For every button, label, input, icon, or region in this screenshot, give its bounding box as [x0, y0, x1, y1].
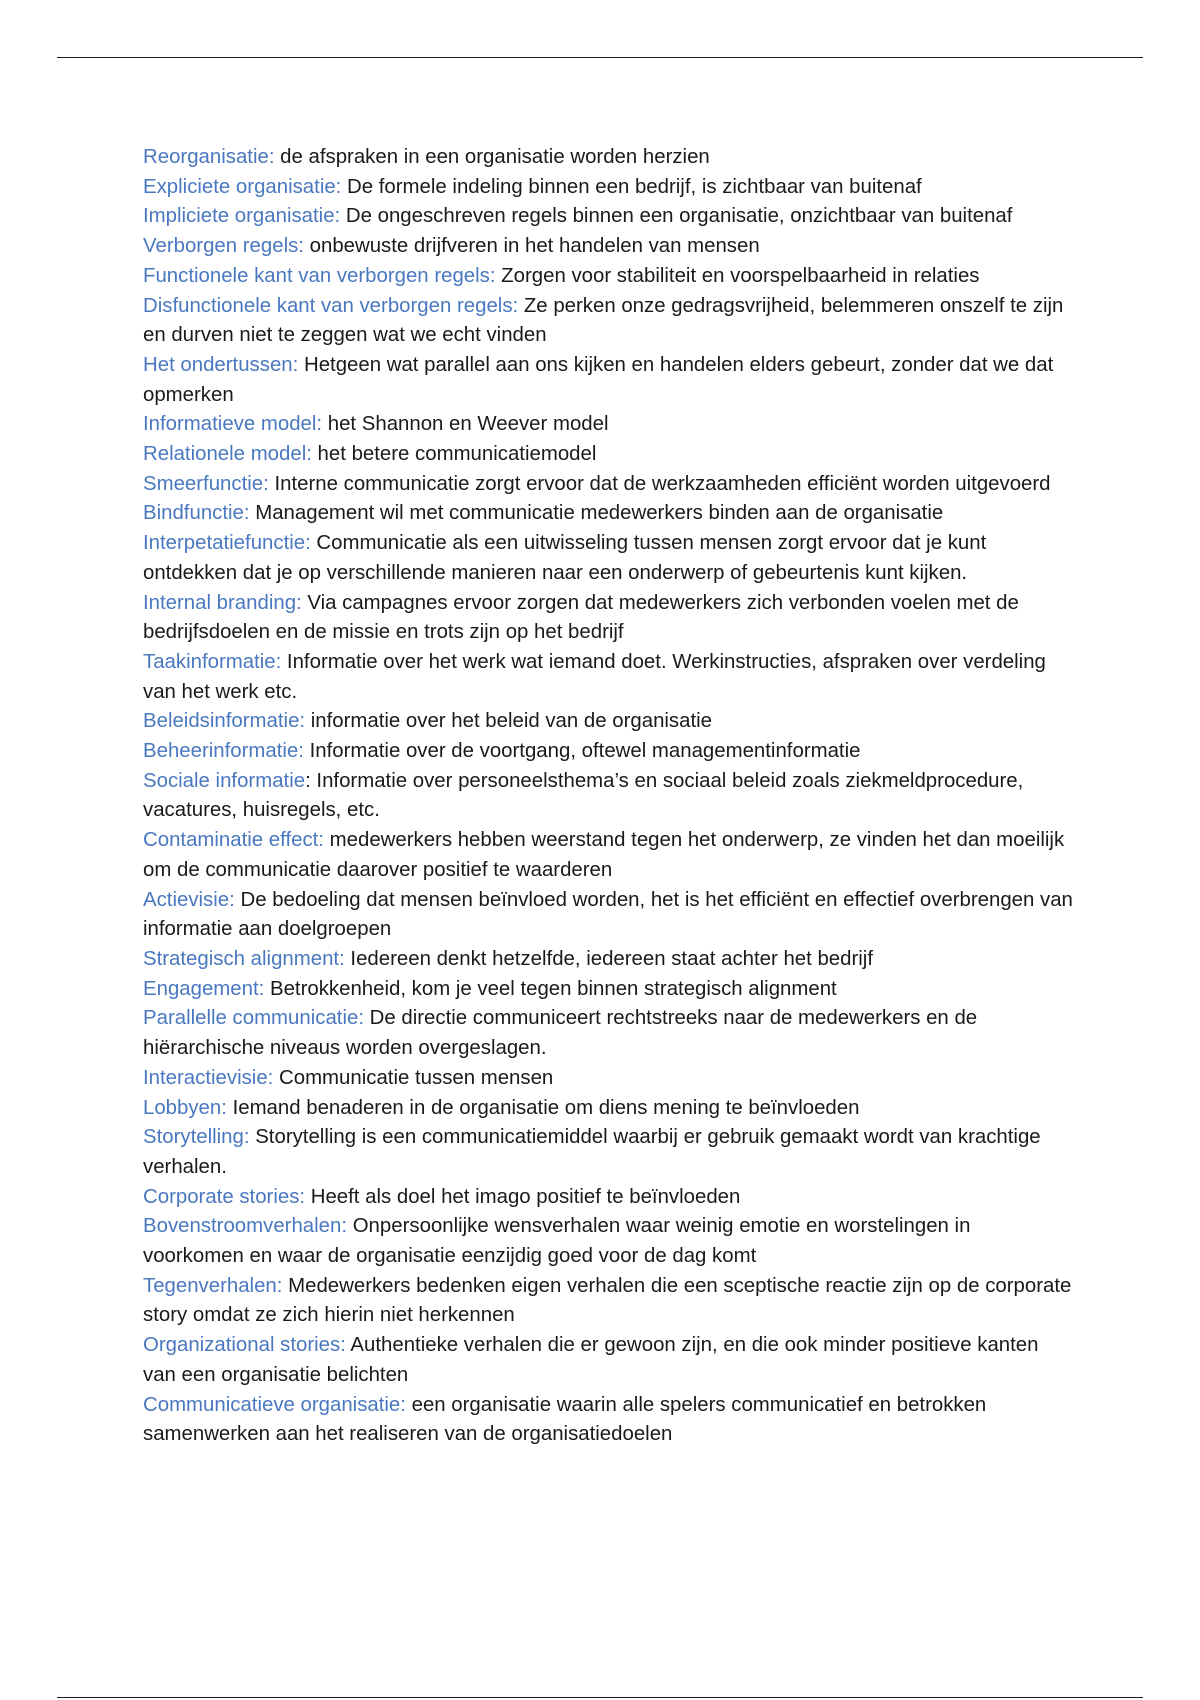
glossary-term: Parallelle communicatie: — [143, 1007, 364, 1030]
glossary-term: Bovenstroomverhalen: — [143, 1215, 348, 1238]
glossary-entry — [143, 292, 1073, 351]
glossary-entry — [143, 1212, 1073, 1271]
glossary-entry — [143, 499, 1073, 529]
glossary-term: Disfunctionele kant van verborgen regels: — [143, 294, 519, 317]
glossary-definition: Iedereen denkt hetzelfde, iedereen staat achter het bedrijf — [344, 947, 873, 970]
glossary-term: Engagement: — [143, 977, 265, 1000]
glossary-entry — [143, 173, 1073, 203]
glossary-term: Sociale informatie — [143, 769, 306, 792]
glossary-definition: de afspraken in een organisatie worden herzien — [274, 146, 710, 168]
glossary-entry — [143, 232, 1073, 262]
glossary-definition: Informatie over de voortgang, oftewel managementinformatie — [303, 740, 861, 763]
glossary-entry — [143, 1094, 1073, 1124]
glossary-term: Verborgen regels: — [143, 235, 304, 258]
glossary-entry — [143, 351, 1073, 410]
glossary-term: Actievisie: — [143, 888, 235, 911]
glossary-definition: Communicatie als een uitwisseling tussen mensen zorgt ervoor dat je kunt ontdekken dat je op verschillende manieren naar een onderwerp of gebeurtenis kunt kijken. — [143, 532, 987, 584]
glossary-term: Corporate stories: — [143, 1185, 306, 1208]
glossary-definition: Management wil met communicatie medewerkers binden aan de organisatie — [249, 502, 944, 525]
glossary-term: Het ondertussen: — [143, 353, 299, 376]
glossary-definition: Informatie over het werk wat iemand doet. Werkinstructies, afspraken over verdeling van het werk etc. — [143, 650, 1046, 703]
glossary-term: Tegenverhalen: — [143, 1274, 283, 1297]
glossary-definition: De directie communiceert rechtstreeks naar de medewerkers en de hiërarchische niveaus worden overgeslagen. — [143, 1007, 978, 1060]
glossary-term: Expliciete organisatie: — [143, 175, 342, 198]
glossary-term: Bindfunctie: — [143, 502, 250, 525]
glossary-definition: Onpersoonlijke wensverhalen waar weinig emotie en worstelingen in voorkomen en waar de organisatie eenzijdig goed voor de dag komt — [143, 1215, 971, 1268]
glossary-definition: een organisatie waarin alle spelers communicatief en betrokken samenwerken aan het realiseren van de organisatiedoelen — [143, 1393, 987, 1446]
glossary-entry — [143, 1004, 1073, 1063]
glossary-entry — [143, 648, 1073, 707]
glossary-entry — [143, 975, 1073, 1005]
glossary-term: Contaminatie effect: — [143, 829, 324, 852]
glossary-term: Communicatieve organisatie: — [143, 1393, 406, 1416]
glossary-entry — [143, 1272, 1073, 1331]
glossary — [143, 143, 1073, 1450]
glossary-definition: het betere communicatiemodel — [311, 443, 597, 466]
glossary-definition: Ze perken onze gedragsvrijheid, belemmeren onszelf te zijn en durven niet te zeggen wat we echt vinden — [143, 294, 1064, 347]
glossary-term: Beheerinformatie: — [143, 740, 304, 763]
glossary-definition: Betrokkenheid, kom je veel tegen binnen strategisch alignment — [264, 977, 837, 1000]
glossary-entry — [143, 1331, 1073, 1390]
glossary-definition: informatie over het beleid van de organisatie — [305, 710, 713, 733]
glossary-definition: het Shannon en Weever model — [322, 413, 609, 436]
glossary-entry — [143, 262, 1073, 292]
glossary-term: Functionele kant van verborgen regels: — [143, 264, 496, 287]
glossary-entry — [143, 1183, 1073, 1213]
glossary-definition: Zorgen voor stabiliteit en voorspelbaarheid in relaties — [495, 264, 980, 287]
glossary-entry — [143, 589, 1073, 648]
glossary-entry — [143, 707, 1073, 737]
glossary-entry — [143, 202, 1073, 232]
glossary-definition: Communicatie tussen mensen — [273, 1066, 554, 1089]
glossary-definition: Interne communicatie zorgt ervoor dat de werkzaamheden efficiënt worden uitgevoerd — [268, 472, 1051, 495]
glossary-entry — [143, 886, 1073, 945]
glossary-term: Reorganisatie: — [143, 146, 275, 168]
glossary-definition: De ongeschreven regels binnen een organisatie, onzichtbaar van buitenaf — [340, 205, 1013, 228]
glossary-entry — [143, 410, 1073, 440]
glossary-term: Interactievisie: — [143, 1066, 274, 1089]
glossary-definition: De bedoeling dat mensen beïnvloed worden, het is het efficiënt en effectief overbrengen van informatie aan doelgroepen — [143, 888, 1073, 941]
glossary-term: Informatieve model: — [143, 413, 323, 436]
glossary-definition: Storytelling is een communicatiemiddel waarbij er gebruik gemaakt wordt van krachtige verhalen. — [143, 1126, 1041, 1178]
glossary-definition: medewerkers hebben weerstand tegen het onderwerp, ze vinden het dan moeilijk om de communicatie daarover positief te waarderen — [143, 829, 1065, 881]
glossary-entry — [143, 767, 1073, 826]
glossary-term: Smeerfunctie: — [143, 472, 269, 495]
glossary-entry — [143, 143, 1073, 173]
glossary-definition: Heeft als doel het imago positief te beïnvloeden — [305, 1185, 741, 1208]
glossary-entry — [143, 1123, 1073, 1182]
glossary-term: Impliciete organisatie: — [143, 205, 341, 228]
glossary-entry — [143, 529, 1073, 588]
glossary-term: Taakinformatie: — [143, 650, 282, 673]
glossary-definition: Authentieke verhalen die er gewoon zijn, en die ook minder positieve kanten van een organisatie belichten — [143, 1334, 1039, 1386]
glossary-term: Strategisch alignment: — [143, 947, 345, 970]
glossary-term: Relationele model: — [143, 443, 312, 466]
glossary-definition: onbewuste drijfveren in het handelen van mensen — [303, 235, 760, 258]
footer-rule — [57, 1697, 1143, 1698]
glossary-entry — [143, 440, 1073, 470]
glossary-definition: De formele indeling binnen een bedrijf, is zichtbaar van buitenaf — [341, 175, 922, 198]
glossary-definition: Medewerkers bedenken eigen verhalen die een sceptische reactie zijn op de corporate story omdat ze zich hierin niet herkennen — [143, 1274, 1072, 1327]
glossary-term: Beleidsinformatie: — [143, 710, 306, 733]
glossary-entry — [143, 945, 1073, 975]
glossary-entry — [143, 826, 1073, 885]
glossary-term: Interpetatiefunctie: — [143, 532, 311, 555]
glossary-entry — [143, 737, 1073, 767]
glossary-term: Organizational stories: — [143, 1334, 346, 1357]
header-rule — [57, 57, 1143, 58]
glossary-term: Storytelling: — [143, 1126, 250, 1149]
glossary-entry — [143, 1064, 1073, 1094]
glossary-definition: Hetgeen wat parallel aan ons kijken en handelen elders gebeurt, zonder dat we dat opmerken — [143, 353, 1054, 406]
glossary-entry — [143, 1391, 1073, 1450]
glossary-definition: : Informatie over personeelsthema’s en sociaal beleid zoals ziekmeldprocedure, vacatures, huisregels, etc. — [143, 769, 1024, 822]
glossary-term: Internal branding: — [143, 591, 302, 614]
glossary-term: Lobbyen: — [143, 1096, 227, 1119]
glossary-definition: Via campagnes ervoor zorgen dat medewerkers zich verbonden voelen met de bedrijfsdoelen en de missie en trots zijn op het bedrijf — [143, 591, 1019, 644]
glossary-entry — [143, 470, 1073, 500]
glossary-definition: Iemand benaderen in de organisatie om diens mening te beïnvloeden — [226, 1096, 860, 1119]
